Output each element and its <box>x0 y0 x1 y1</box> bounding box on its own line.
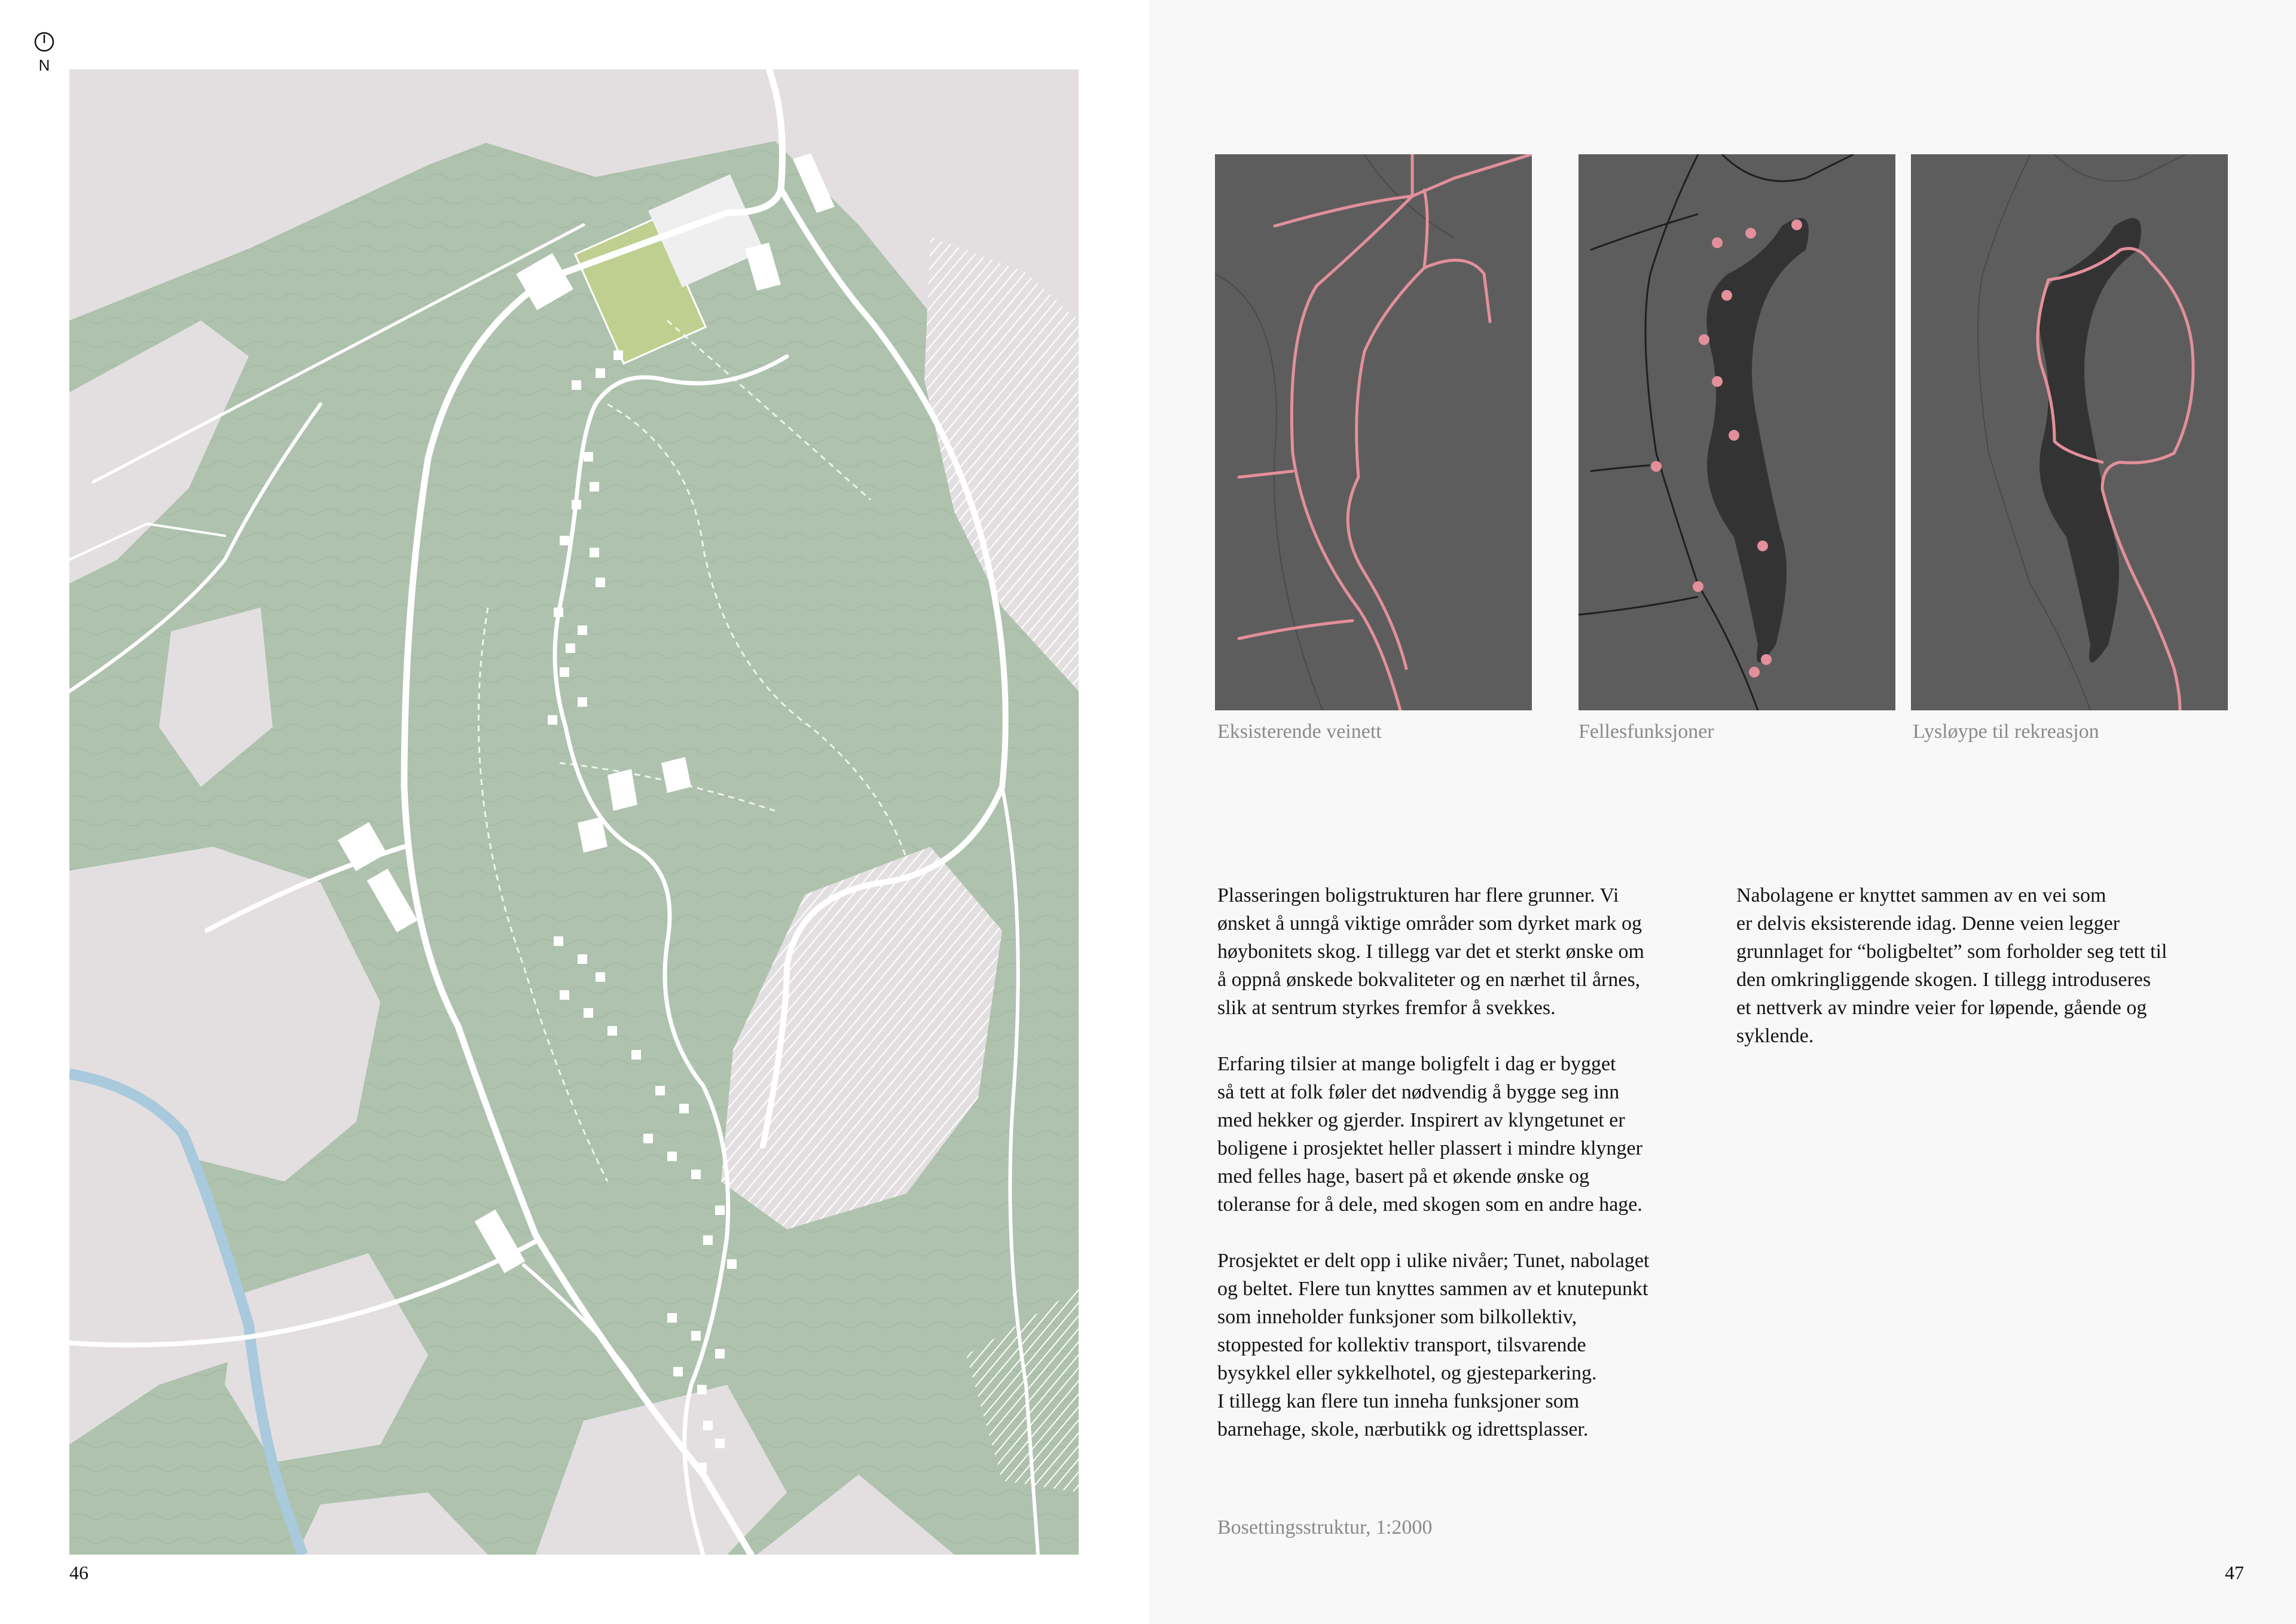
body-text-column-1 <box>1217 881 1732 1472</box>
diagram-caption: Lysløype til rekreasjon <box>1913 721 2099 743</box>
diagram-caption: Fellesfunksjoner <box>1578 721 1714 743</box>
page-number-left: 46 <box>69 1562 88 1583</box>
paragraph: Erfaring tilsier at mange boligfelt i dag er bygget så tett at folk føler det nødvendig å bygge seg inn med hekker og gjerder. Inspirert av klyngetunet er boligene i prosjektet heller plassert i mindre klynger med felles hage, basert på et økende ønske og toleranse for å dele, med skogen som en andre hage. <box>1217 1053 1642 1216</box>
page-number-right: 47 <box>2225 1562 2244 1583</box>
paragraph: Plasseringen boligstrukturen har flere grunner. Vi ønsket å unngå viktige områder som dyrket mark og høybonitets skog. I tillegg var det et sterkt ønske om å oppnå ønskede bokvaliteter og en nærhet til årnes, slik at sentrum styrkes fremfor å svekkes. <box>1217 884 1644 1019</box>
north-label: N <box>38 56 50 74</box>
site-plan-map <box>69 69 1079 1555</box>
figure-caption: Bosettingsstruktur, 1:2000 <box>1217 1516 1433 1538</box>
north-arrow <box>31 31 57 75</box>
diagram-caption: Eksisterende veinett <box>1217 721 1382 743</box>
diagram-existing-roads <box>1215 154 1532 710</box>
paragraph: Prosjektet er delt opp i ulike nivåer; Tunet, nabolaget og beltet. Flere tun knyttes sammen av et knutepunkt som inneholder funksjoner som bilkollektiv, stoppested for kollektiv transport, tilsvarende bysykkel eller sykkelhotel, og gjesteparkering. I tillegg kan flere tun inneha funksjoner som barnehage, skole, nærbutikk og idrettsplasser. <box>1217 1250 1650 1440</box>
body-text-column-2 <box>1736 881 2251 1078</box>
paragraph: Nabolagene er knyttet sammen av en vei som er delvis eksisterende idag. Denne veien legger grunnlaget for “boligbeltet” som forholder seg tett til den omkringliggende skogen. I tillegg introduseres et nettverk av mindre veier for løpende, gående og syklende. <box>1736 884 2167 1047</box>
diagram-common-functions <box>1578 154 1895 710</box>
diagram-recreation-trail <box>1911 154 2228 710</box>
north-arrow-icon <box>33 31 55 53</box>
